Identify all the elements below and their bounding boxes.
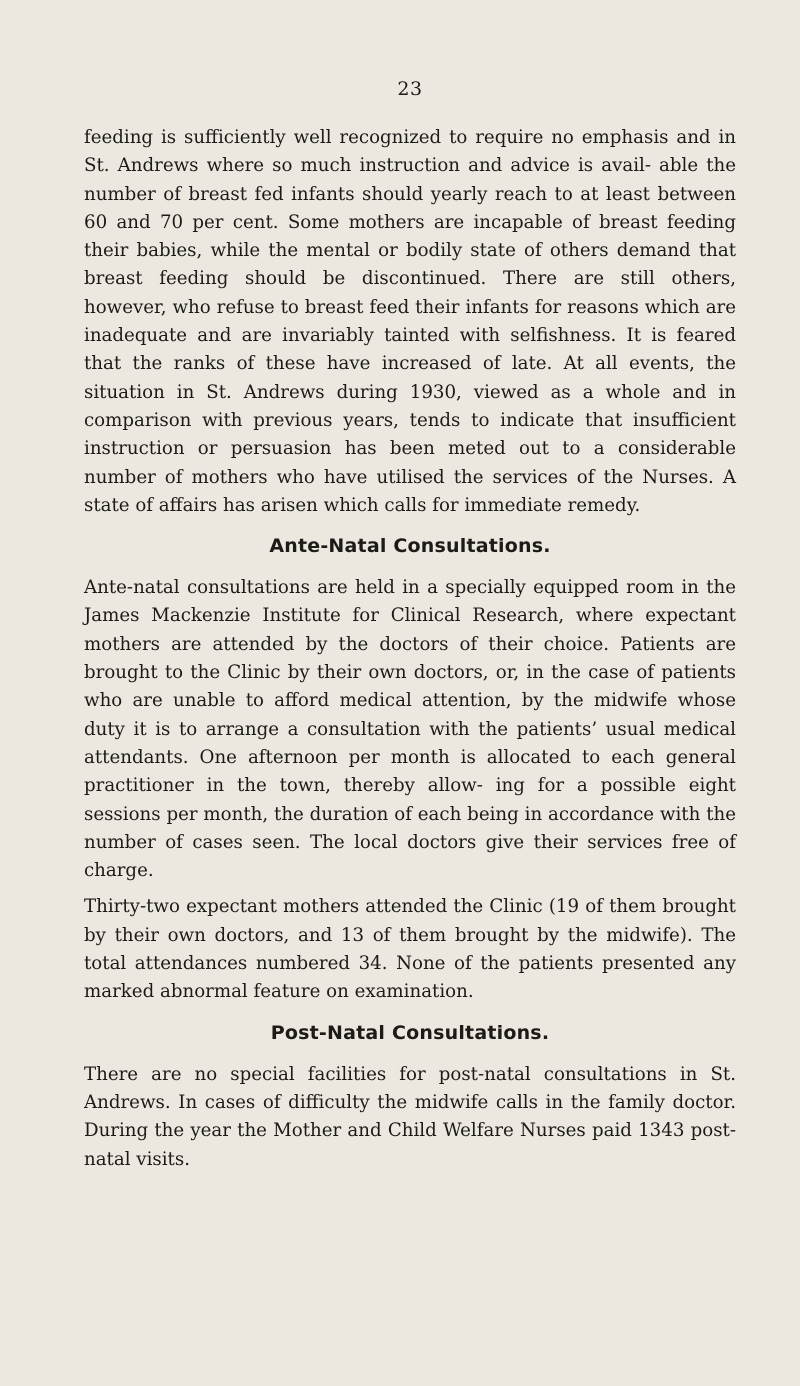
- paragraph-ante-natal-1: Ante-natal consultations are held in a specially equipped room in the James Mackenzie Institute for Clinical Research, where expectant mothers are attended by the doctors of their choice. Patients are brought to the Clinic by their own doctors, or, in the case of patients who are unable to afford medical attention, by the midwife whose duty it is to arrange a consultation with the patients’ usual medical attendants. One afternoon per month is allocated to each general practitioner in the town, thereby allow- ing for a possible eight sessions per month, the duration of each being in accordance with the number of cases seen. The local doctors give their services free of charge.: [84, 577, 736, 882]
- paragraph-breast-feeding: feeding is sufficiently well recognized to require no emphasis and in St. Andrews where so much instruction and advice is avail- able the number of breast fed infants should yearly reach to at least between 60 and 70 per cent. Some mothers are incapable of breast feeding their babies, while the mental or bodily state of others demand that breast feeding should be discontinued. There are still others, however, who refuse to breast feed their infants for reasons which are inadequate and are invariably tainted with selfishness. It is feared that the ranks of these have increased of late. At all events, the situation in St. Andrews during 1930, viewed as a whole and in comparison with previous years, tends to indicate that insufficient instruction or persuasion has been meted out to a considerable number of mothers who have utilised the services of the Nurses. A state of affairs has arisen which calls for immediate remedy.: [84, 127, 736, 516]
- paragraph-ante-natal-2: Thirty-two expectant mothers attended the Clinic (19 of them brought by their own doctors, and 13 of them brought by the midwife). The total attendances numbered 34. None of the patients presented any marked abnormal feature on examination.: [84, 896, 736, 1003]
- paragraph-gap: [84, 885, 736, 893]
- paragraph-post-natal-1: There are no special facilities for post-natal consultations in St. Andrews. In cases of difficulty the midwife calls in the family doctor. During the year the Mother and Child Welfare Nurses paid 1343 post-natal visits.: [84, 1063, 736, 1170]
- heading-post-natal: Post-Natal Consultations.: [270, 1021, 550, 1044]
- heading-ante-natal: Ante-Natal Consultations.: [269, 535, 551, 558]
- page-number: 23: [397, 78, 423, 100]
